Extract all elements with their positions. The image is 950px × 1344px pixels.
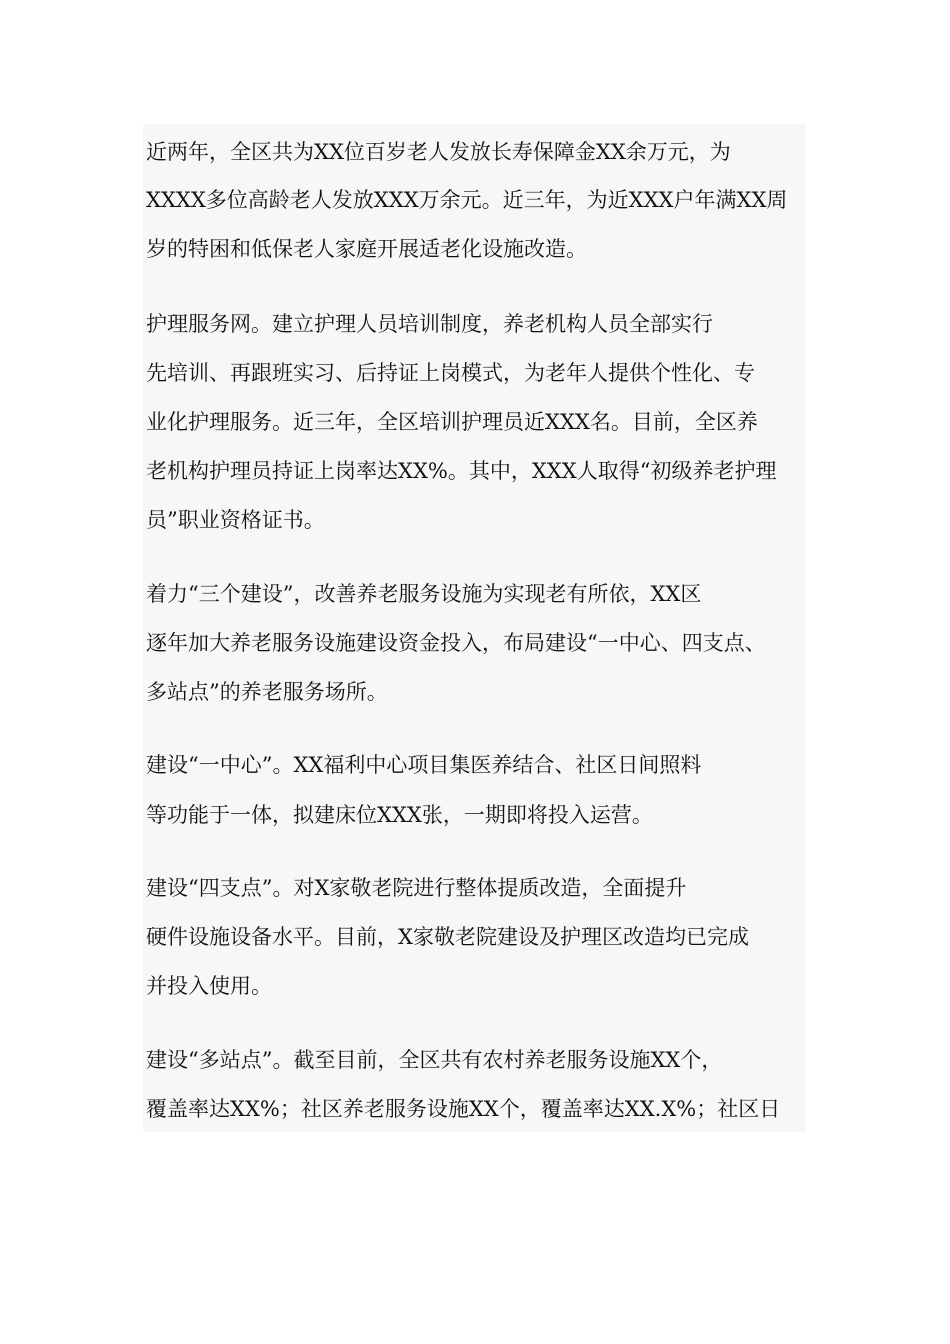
text-line: 员”职业资格证书。: [146, 508, 325, 532]
text-line: 建设“四支点”。对X家敬老院进行整体提质改造，全面提升: [146, 876, 687, 900]
text-line: 护理服务网。建立护理人员培训制度，养老机构人员全部实行: [146, 312, 713, 336]
text-line: 覆盖率达XX%；社区养老服务设施XX个，覆盖率达XX.X%；社区日: [146, 1097, 781, 1121]
text-line: 并投入使用。: [146, 974, 272, 998]
text-line: 着力“三个建设”，改善养老服务设施为实现老有所依，XX区: [146, 582, 702, 606]
text-line: 老机构护理员持证上岗率达XX%。其中，XXX人取得“初级养老护理: [146, 459, 777, 483]
text-line: 建设“一中心”。XX福利中心项目集医养结合、社区日间照料: [146, 753, 702, 777]
text-line: 等功能于一体，拟建床位XXX张，一期即将投入运营。: [146, 803, 653, 827]
text-line: 业化护理服务。近三年，全区培训护理员近XXX名。目前，全区养: [146, 410, 758, 434]
text-line: 岁的特困和低保老人家庭开展适老化设施改造。: [146, 237, 587, 261]
text-line: 多站点”的养老服务场所。: [146, 680, 388, 704]
text-line: 逐年加大养老服务设施建设资金投入，布局建设“一中心、四支点、: [146, 631, 766, 655]
text-line: 硬件设施设备水平。目前，X家敬老院建设及护理区改造均已完成: [146, 925, 749, 949]
text-line: XXXX多位高龄老人发放XXX万余元。近三年，为近XXX户年满XX周: [146, 188, 788, 212]
text-line: 近两年，全区共为XX位百岁老人发放长寿保障金XX余万元，为: [146, 140, 731, 164]
text-line: 建设“多站点”。截至目前，全区共有农村养老服务设施XX个，: [146, 1048, 723, 1072]
text-line: 先培训、再跟班实习、后持证上岗模式，为老年人提供个性化、专: [146, 361, 755, 385]
